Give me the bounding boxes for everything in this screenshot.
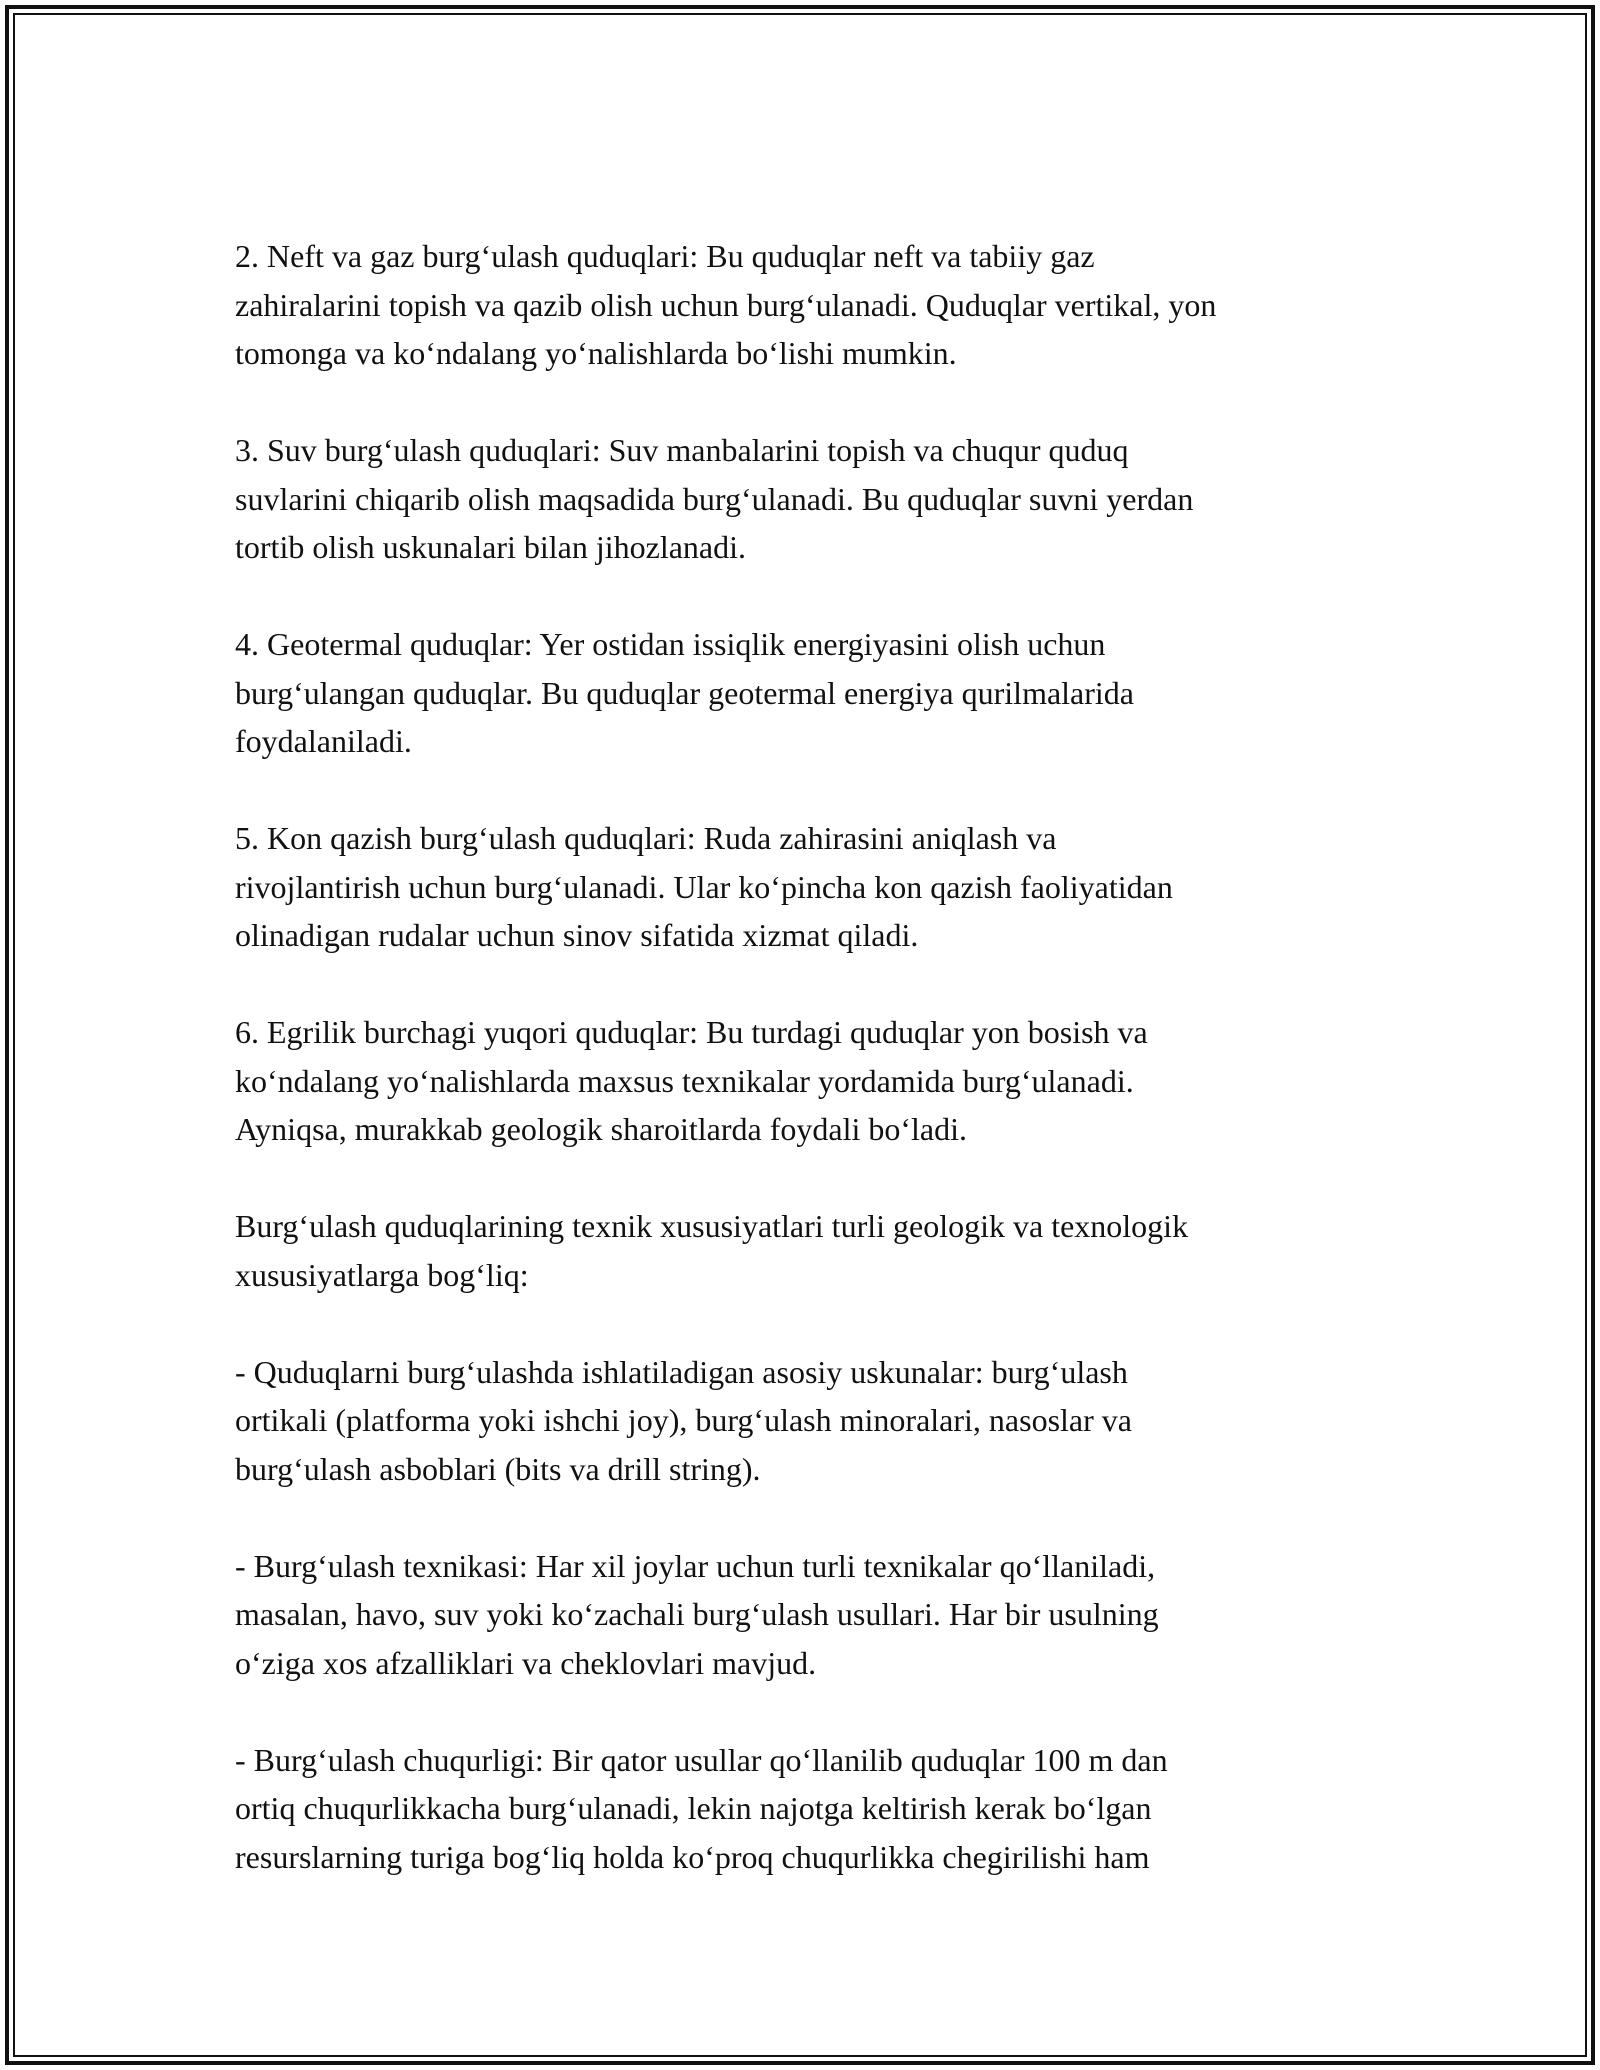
paragraph-water-wells: 3. Suv burg‘ulash quduqlari: Suv manbalarini topish va chuqur quduq suvlarini chiqarib olish maqsadida burg‘ulanadi. Bu quduqlar suvni yerdan tortib olish uskunalari bilan jihozlanadi. (235, 432, 1194, 565)
paragraph-drilling-technique: - Burg‘ulash texnikasi: Har xil joylar uchun turli texnikalar qo‘llaniladi, masalan, havo, suv yoki ko‘zachali burg‘ulash usullari. Har bir usulning o‘ziga xos afzalliklari va cheklovlari mavjud. (235, 1547, 1159, 1681)
paragraph-oil-gas-wells: 2. Neft va gaz burg‘ulash quduqlari: Bu quduqlar neft va tabiiy gaz zahiralarini topish va qazib olish uchun burg‘ulanadi. Quduqlar vertikal, yon tomonga va ko‘ndalang yo‘nalishlarda bo‘lishi mumkin. (235, 238, 1217, 371)
paragraph-drilling-depth: - Burg‘ulash chuqurligi: Bir qator usullar qo‘llanilib quduqlar 100 m dan ortiq chuqurlikkacha burg‘ulanadi, lekin najotga keltirish kerak bo‘lgan resurslarning turiga bog‘liq holda ko‘proq chuqurlikka chegirilishi ham (235, 1741, 1168, 1875)
paragraph-equipment: - Quduqlarni burg‘ulashda ishlatiladigan asosiy uskunalar: burg‘ulash ortikali (platforma yoki ishchi joy), burg‘ulash minoralari, nasoslar va burg‘ulash asboblari (bits va drill string). (235, 1353, 1132, 1487)
paragraph-high-angle-wells: 6. Egrilik burchagi yuqori quduqlar: Bu turdagi quduqlar yon bosish va ko‘ndalang yo‘nalishlarda maxsus texnikalar yordamida burg‘ulanadi. Ayniqsa, murakkab geologik sharoitlarda foydali bo‘ladi. (235, 1014, 1148, 1147)
document-body (235, 232, 1385, 1881)
paragraph-mining-wells: 5. Kon qazish burg‘ulash quduqlari: Ruda zahirasini aniqlash va rivojlantirish uchun burg‘ulanadi. Ular ko‘pincha kon qazish faoliyatidan olinadigan rudalar uchun sinov sifatida xizmat qiladi. (235, 820, 1173, 953)
paragraph-technical-features: Burg‘ulash quduqlarining texnik xususiyatlari turli geologik va texnologik xususiyatlarga bog‘liq: (235, 1208, 1189, 1293)
paragraph-geothermal-wells: 4. Geotermal quduqlar: Yer ostidan issiqlik energiyasini olish uchun burg‘ulangan quduqlar. Bu quduqlar geotermal energiya qurilmalarida foydalaniladi. (235, 626, 1134, 759)
